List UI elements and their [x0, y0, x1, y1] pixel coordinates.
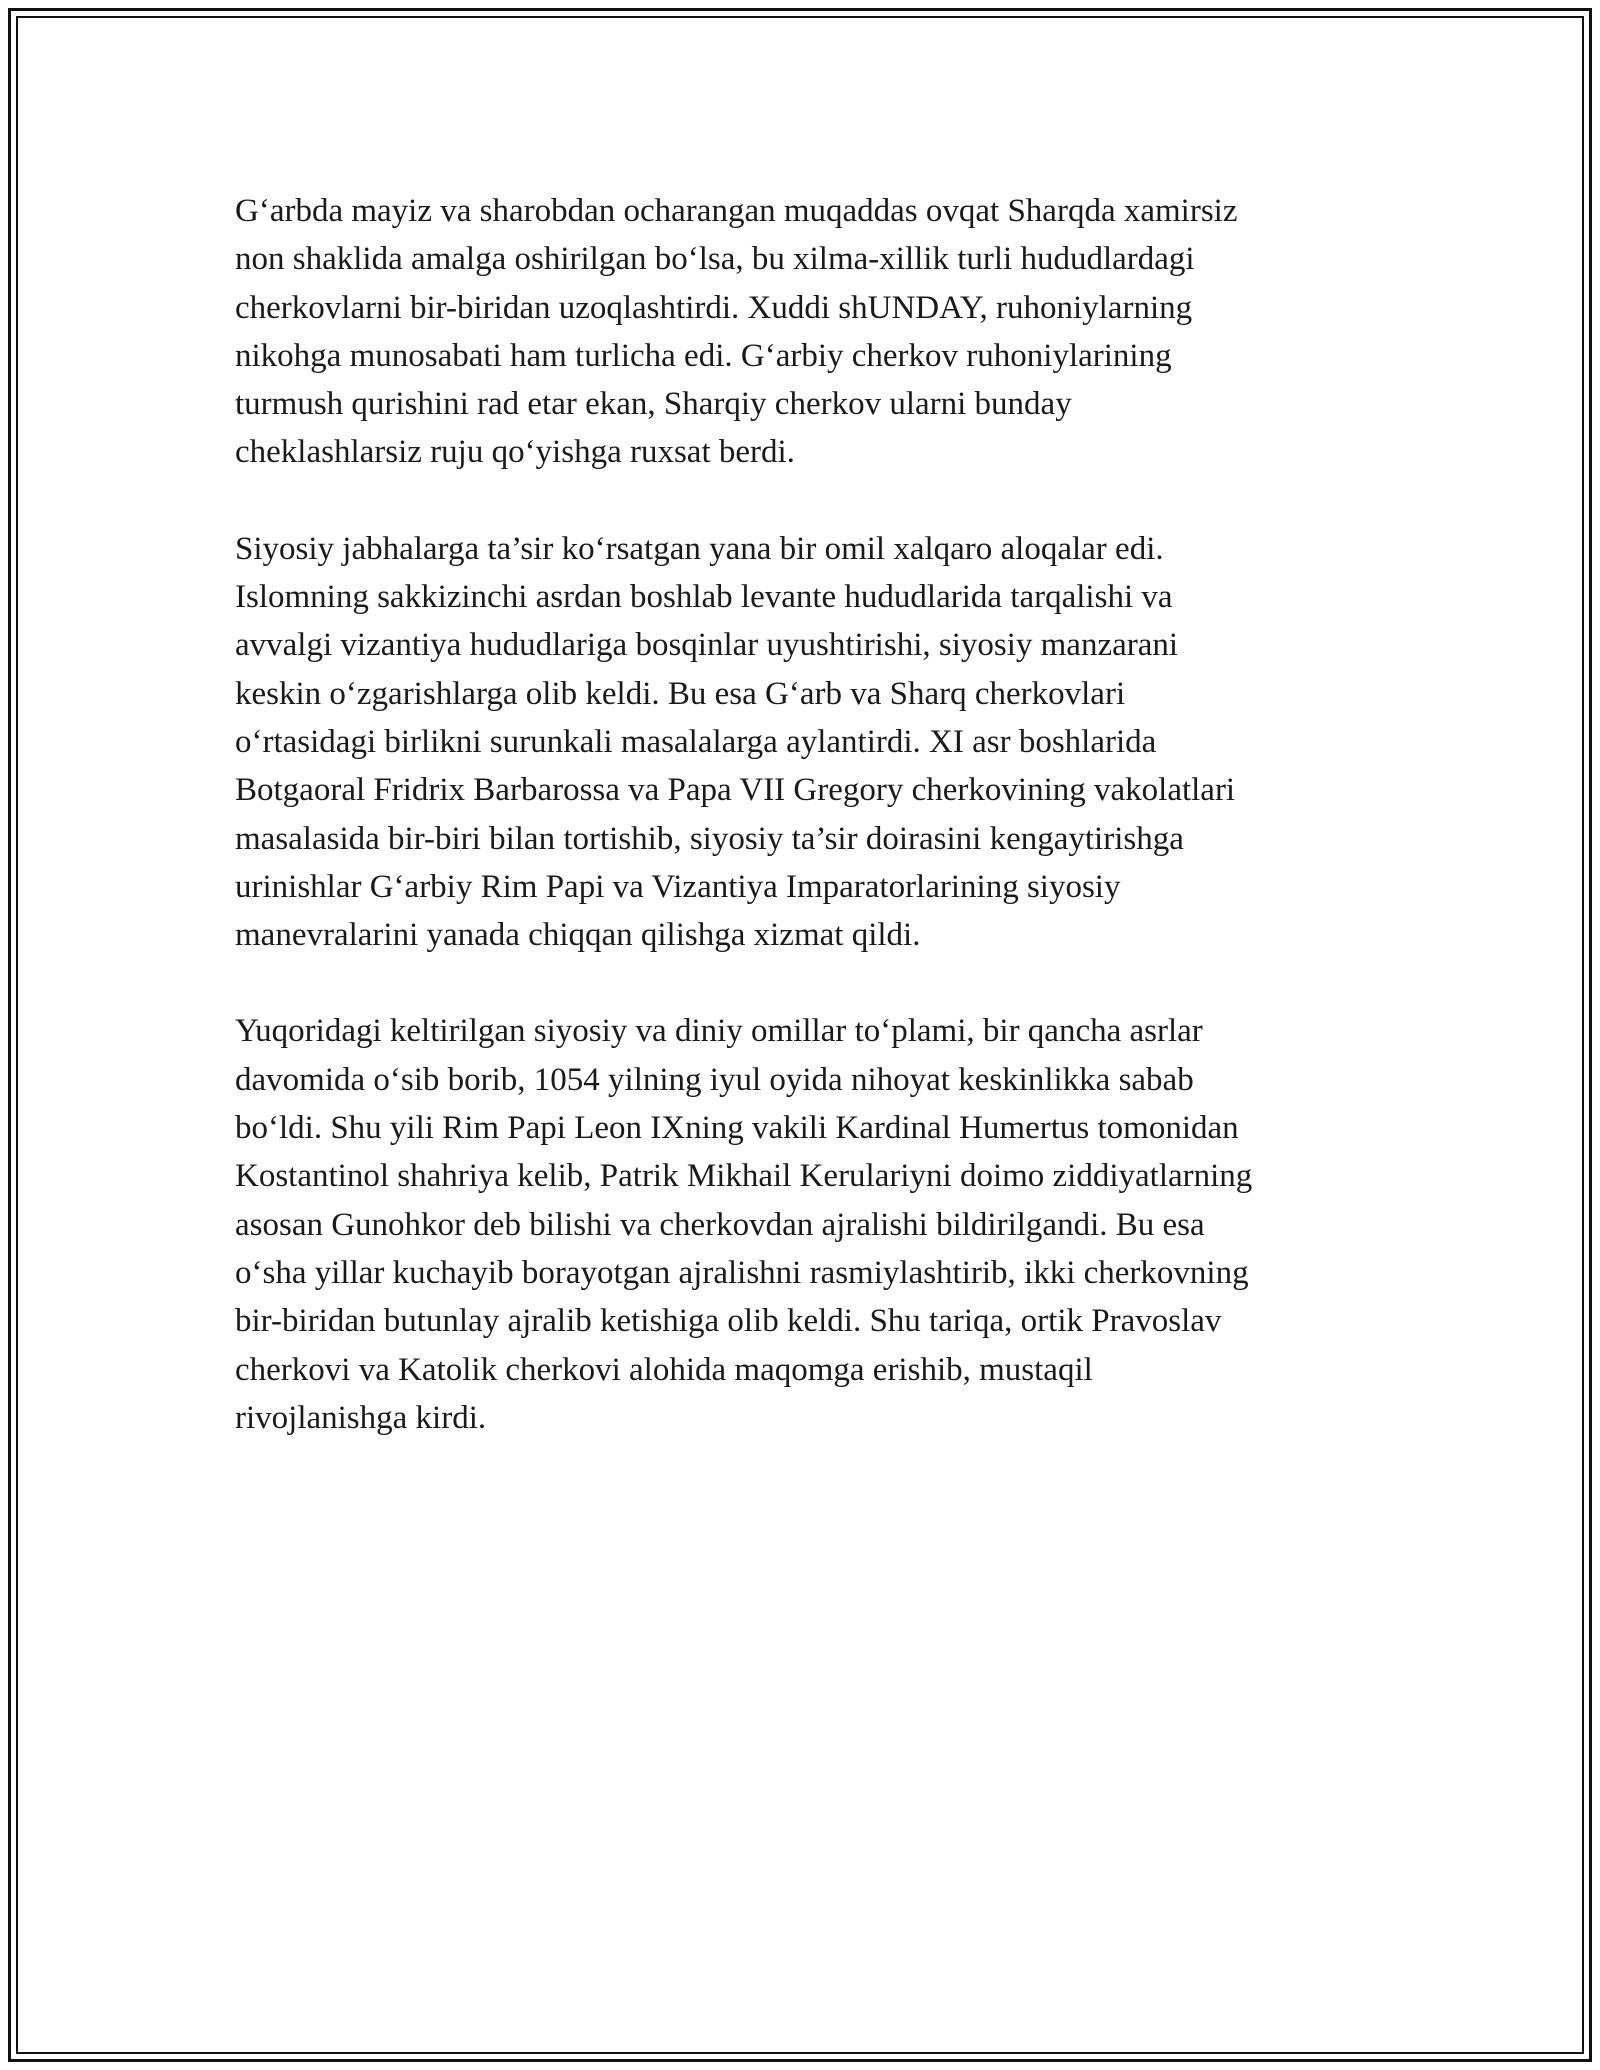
paragraph-1 — [235, 187, 1375, 477]
text-line: Botgaoral Fridrix Barbarossa va Papa VII Gregory cherkovining vakolatlari — [235, 772, 1236, 809]
text-line: bir-biridan butunlay ajralib ketishiga olib keldi. Shu tariqa, ortik Pravoslav — [235, 1303, 1222, 1340]
text-line: Islomning sakkizinchi asrdan boshlab levante hududlarida tarqalishi va — [235, 579, 1173, 616]
paragraph-3 — [235, 1007, 1375, 1442]
text-line: cherkovi va Katolik cherkovi alohida maqomga erishib, mustaqil — [235, 1351, 1093, 1388]
text-line: bo‘ldi. Shu yili Rim Papi Leon IXning vakili Kardinal Humertus tomonidan — [235, 1110, 1239, 1147]
text-line: davomida o‘sib borib, 1054 yilning iyul oyida nihoyat keskinlikka sabab — [235, 1061, 1194, 1098]
text-line: manevralarini yanada chiqqan qilishga xizmat qildi. — [235, 917, 921, 954]
text-line: G‘arbda mayiz va sharobdan ocharangan muqaddas ovqat Sharqda xamirsiz — [235, 193, 1238, 229]
text-line: turmush qurishini rad etar ekan, Sharqiy cherkov ularni bunday — [235, 386, 1072, 423]
paragraph-2 — [235, 525, 1375, 960]
text-line: urinishlar G‘arbiy Rim Papi va Vizantiya Imparatorlarining siyosiy — [235, 868, 1121, 905]
text-line: asosan Gunohkor deb bilishi va cherkovdan ajralishi bildirilgandi. Bu esa — [235, 1206, 1205, 1243]
text-line: o‘rtasidagi birlikni surunkali masalalarga aylantirdi. XI asr boshlarida — [235, 723, 1157, 760]
text-line: o‘sha yillar kuchayib borayotgan ajralishni rasmiylashtirib, ikki cherkovning — [235, 1254, 1249, 1291]
text-line: rivojlanishga kirdi. — [235, 1399, 487, 1436]
text-line: keskin o‘zgarishlarga olib keldi. Bu esa G‘arb va Sharq cherkovlari — [235, 675, 1126, 712]
text-line: Yuqoridagi keltirilgan siyosiy va diniy omillar to‘plami, bir qancha asrlar — [235, 1013, 1203, 1050]
text-line: avvalgi vizantiya hududlariga bosqinlar uyushtirishi, siyosiy manzarani — [235, 627, 1179, 664]
text-line: Kostantinol shahriya kelib, Patrik Mikhail Kerulariyni doimo ziddiyatlarning — [235, 1158, 1253, 1195]
text-line: masalasida bir-biri bilan tortishib, siyosiy ta’sir doirasini kengaytirishga — [235, 820, 1184, 857]
text-line: cherkovlarni bir-biridan uzoqlashtirdi. Xuddi shUNDAY, ruhoniylarning — [235, 289, 1193, 326]
text-line: nikohga munosabati ham turlicha edi. G‘arbiy cherkov ruhoniylarining — [235, 337, 1172, 374]
text-line: non shaklida amalga oshirilgan bo‘lsa, bu xilma-xillik turli hududlardagi — [235, 241, 1195, 278]
document-body — [235, 187, 1375, 1490]
text-line: cheklashlarsiz ruju qo‘yishga ruxsat berdi. — [235, 434, 795, 471]
text-line: Siyosiy jabhalarga ta’sir ko‘rsatgan yana bir omil xalqaro aloqalar edi. — [235, 530, 1164, 567]
